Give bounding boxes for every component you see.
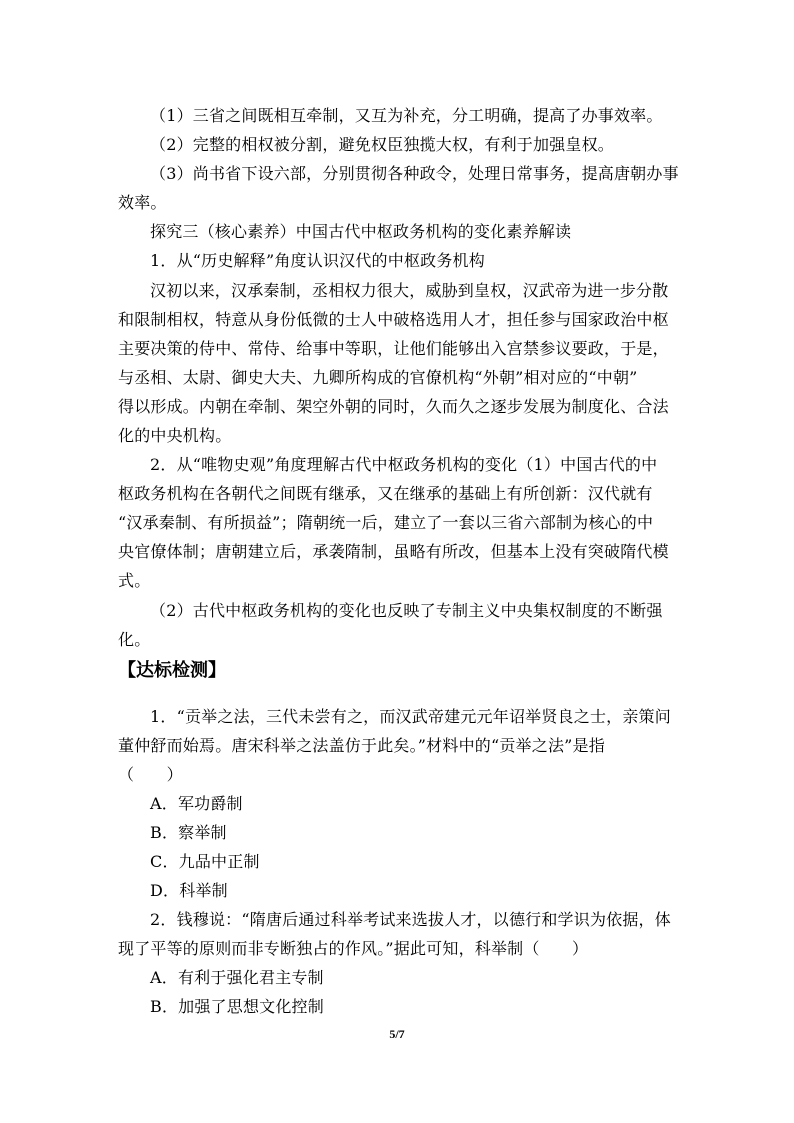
question-stem: 1．“贡举之法，三代未尝有之，而汉武帝建元元年诏举贤良之士，亲策问 (150, 707, 671, 726)
answer-option: A．有利于强化君主专制 (150, 968, 324, 987)
section-heading: 【达标检测】 (118, 660, 226, 681)
paragraph-line: 与丞相、太尉、御史大夫、九卿所构成的官僚机构“外朝”相对应的“中朝” (118, 368, 638, 387)
paragraph-line: 得以形成。内朝在牵制、架空外朝的同时，久而久之逐步发展为制度化、合法 (118, 397, 669, 416)
paragraph-line: 枢政务机构在各朝代之间既有继承，又在继承的基础上有所创新：汉代就有 (118, 484, 653, 503)
page-number: 5/7 (389, 1027, 405, 1041)
section-title: 探究三（核心素养）中国古代中枢政务机构的变化素养解读 (150, 222, 572, 241)
paragraph-line: 化。 (118, 630, 151, 649)
question-stem: 董仲舒而始焉。唐宋科举之法盖仿于此矣。”材料中的“贡举之法”是指 (118, 736, 605, 755)
paragraph-line: 效率。 (118, 193, 167, 212)
answer-option: A．军功爵制 (150, 794, 243, 813)
paragraph-line: 化的中央机构。 (118, 426, 232, 445)
answer-option: B．察举制 (150, 823, 227, 842)
paragraph-line: （2）古代中枢政务机构的变化也反映了专制主义中央集权制度的不断强 (150, 601, 663, 620)
paragraph-line: 2．从“唯物史观”角度理解古代中枢政务机构的变化（1）中国古代的中 (150, 455, 658, 474)
question-stem: 2．钱穆说：“隋唐后通过科举考试来选拔人才，以德行和学识为依据，体 (150, 910, 671, 929)
paragraph-line: 主要决策的侍中、常侍、给事中等职，让他们能够出入宫禁参议要政，于是， (118, 339, 669, 358)
answer-option: C．九品中正制 (150, 852, 260, 871)
paragraph-line: （1）三省之间既相互牵制，又互为补充，分工明确，提高了办事效率。 (150, 106, 663, 125)
answer-option: D．科举制 (150, 881, 228, 900)
question-stem: （ ） (118, 765, 183, 784)
paragraph-line: 汉初以来，汉承秦制，丞相权力很大，威胁到皇权，汉武帝为进一步分散 (150, 281, 669, 300)
paragraph-line: 和限制相权，特意从身份低微的士人中破格选用人才，担任参与国家政治中枢 (118, 310, 669, 329)
question-stem: 现了平等的原则而非专断独占的作风。”据此可知，科举制（ ） (118, 939, 589, 958)
paragraph-line: 式。 (118, 571, 151, 590)
answer-option: B．加强了思想文化控制 (150, 997, 324, 1016)
paragraph-line: 央官僚体制；唐朝建立后，承袭隋制，虽略有所改，但基本上没有突破隋代模 (118, 542, 669, 561)
paragraph-line: （2）完整的相权被分割，避免权臣独揽大权，有利于加强皇权。 (150, 135, 614, 154)
paragraph-line: “汉承秦制、有所损益”；隋朝统一后，建立了一套以三省六部制为核心的中 (118, 513, 654, 532)
subsection-title: 1．从“历史解释”角度认识汉代的中枢政务机构 (150, 251, 485, 270)
paragraph-line: （3）尚书省下设六部，分别贯彻各种政令，处理日常事务，提高唐朝办事 (150, 164, 679, 183)
